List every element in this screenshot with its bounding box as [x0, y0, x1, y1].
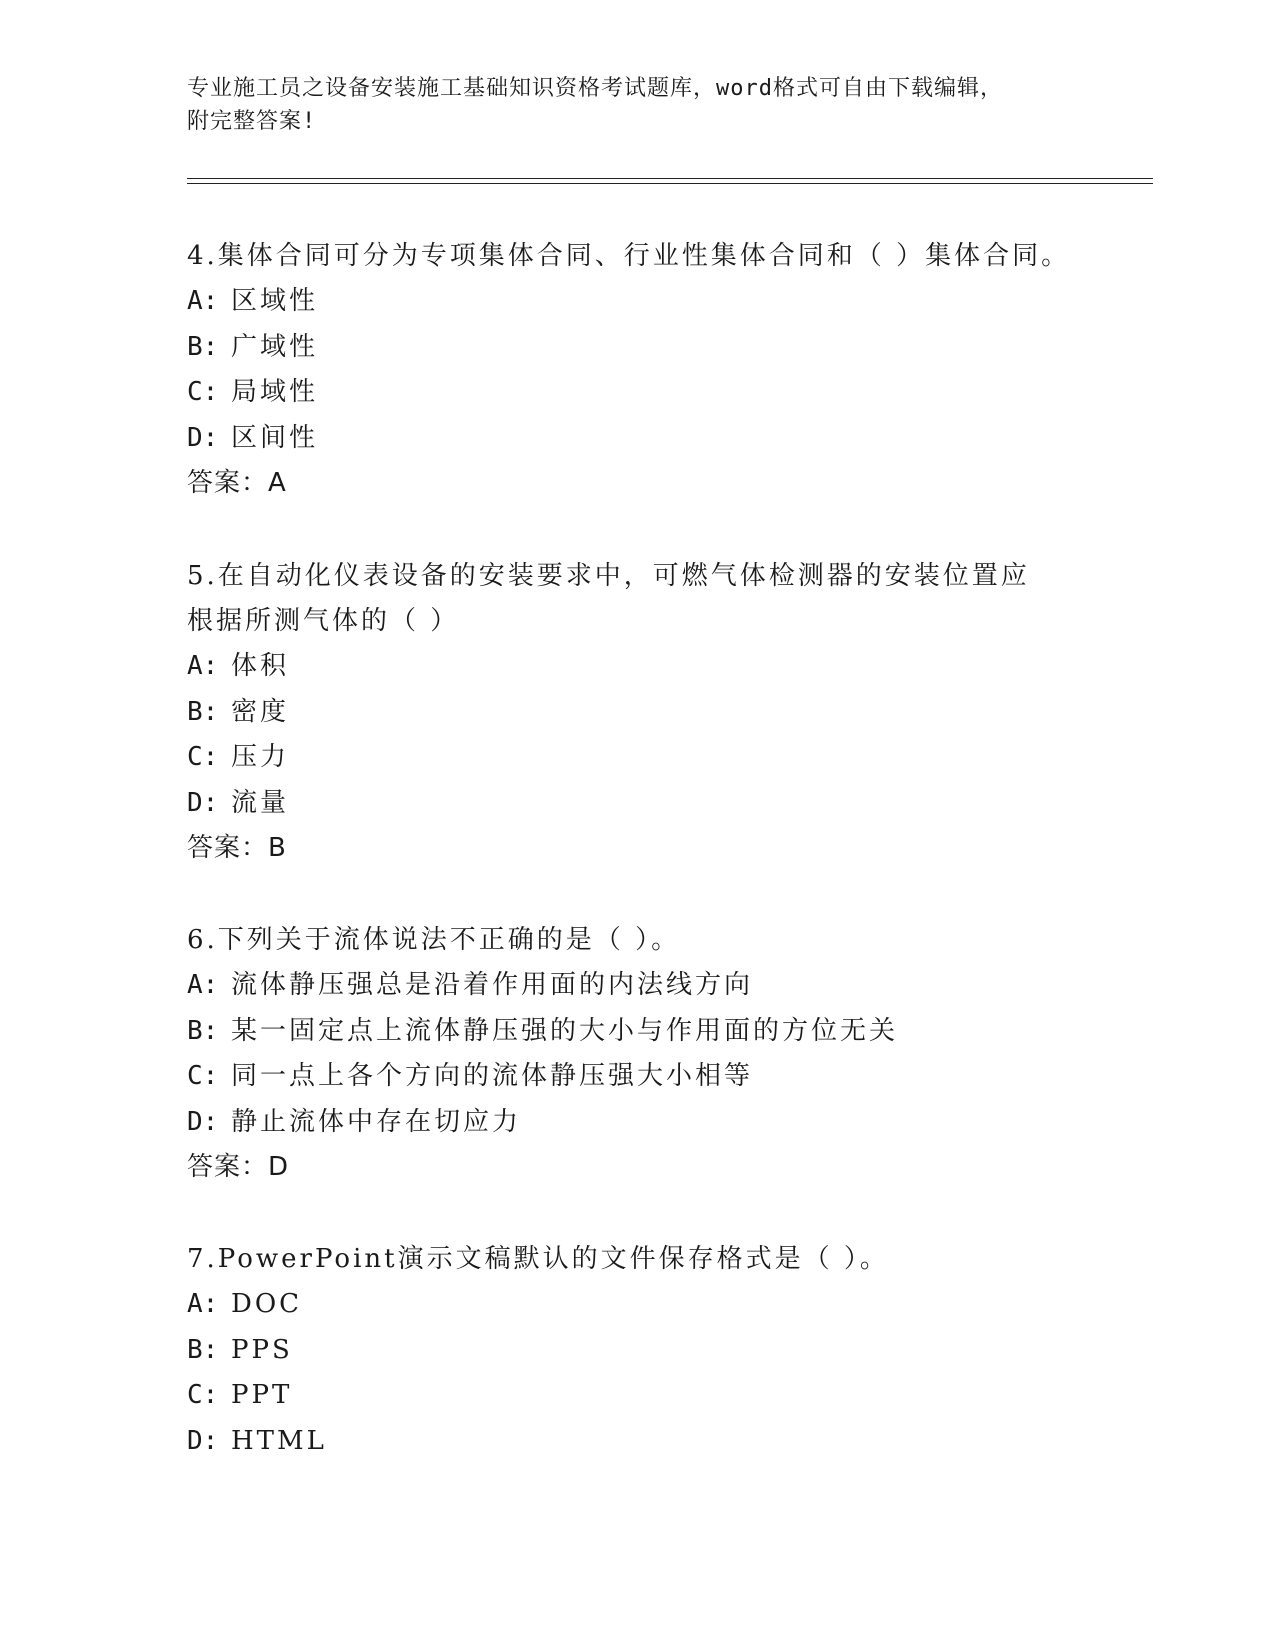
option-key: C: [187, 742, 219, 772]
option-text: 静止流体中存在切应力 [231, 1106, 522, 1137]
option-key: A: [187, 286, 219, 316]
option-text: 流量 [231, 787, 290, 818]
option-c [187, 370, 1087, 416]
option-text: 区间性 [231, 422, 319, 453]
option-b [187, 1328, 1087, 1374]
option-d [187, 416, 1087, 462]
header-line-2: 附完整答案! [187, 109, 317, 134]
option-d [187, 781, 1087, 827]
option-c [187, 1373, 1087, 1419]
header-line-1: 专业施工员之设备安装施工基础知识资格考试题库，word格式可自由下载编辑， [187, 76, 1003, 101]
option-key: A: [187, 1289, 219, 1319]
option-key: D: [187, 1106, 219, 1137]
option-key: B: [187, 1334, 219, 1365]
question-stem: 4.集体合同可分为专项集体合同、行业性集体合同和（ ）集体合同。 [187, 241, 1071, 271]
option-key: A: [187, 970, 219, 1000]
option-key: B: [187, 1015, 219, 1046]
option-text: 局域性 [231, 377, 319, 407]
option-key: D: [187, 422, 219, 453]
option-text: 广域性 [231, 331, 319, 362]
option-key: C: [187, 1380, 219, 1410]
option-key: D: [187, 1425, 219, 1456]
option-d [187, 1419, 1087, 1465]
question-4 [187, 234, 1087, 507]
option-text: PPS [231, 1334, 293, 1365]
question-stem: 7.PowerPoint演示文稿默认的文件保存格式是（ ）。 [187, 1244, 889, 1274]
option-c [187, 735, 1087, 781]
header-divider-bottom [187, 183, 1153, 184]
option-text: 某一固定点上流体静压强的大小与作用面的方位无关 [231, 1015, 899, 1046]
option-text: 流体静压强总是沿着作用面的内法线方向 [231, 970, 754, 1000]
answer-line: 答案：D [187, 1152, 290, 1182]
option-b [187, 1009, 1087, 1055]
option-key: B: [187, 696, 219, 727]
option-b [187, 690, 1087, 736]
option-a [187, 279, 1087, 325]
option-a [187, 644, 1087, 690]
document-header [187, 72, 1087, 138]
option-text: 区域性 [231, 286, 319, 316]
option-text: 密度 [231, 696, 290, 727]
question-stem: 6.下列关于流体说法不正确的是（ ）。 [187, 925, 681, 955]
option-text: DOC [231, 1289, 303, 1319]
option-text: 体积 [231, 651, 290, 681]
option-text: 同一点上各个方向的流体静压强大小相等 [231, 1061, 754, 1091]
option-d [187, 1100, 1087, 1146]
question-7 [187, 1237, 1087, 1464]
answer-line: 答案：B [187, 833, 287, 863]
option-key: A: [187, 651, 219, 681]
option-a [187, 963, 1087, 1009]
header-divider-top [187, 178, 1153, 179]
option-text: HTML [231, 1425, 327, 1456]
option-text: 压力 [231, 742, 290, 772]
option-a [187, 1282, 1087, 1328]
question-6 [187, 918, 1087, 1191]
option-key: D: [187, 787, 219, 818]
option-key: C: [187, 1061, 219, 1091]
option-c [187, 1054, 1087, 1100]
question-stem: 5.在自动化仪表设备的安装要求中，可燃气体检测器的安装位置应根据所测气体的（ ） [187, 561, 1030, 636]
option-key: C: [187, 377, 219, 407]
question-5 [187, 554, 1087, 872]
answer-line: 答案：A [187, 468, 287, 498]
option-b [187, 325, 1087, 371]
option-text: PPT [231, 1380, 293, 1410]
option-key: B: [187, 331, 219, 362]
